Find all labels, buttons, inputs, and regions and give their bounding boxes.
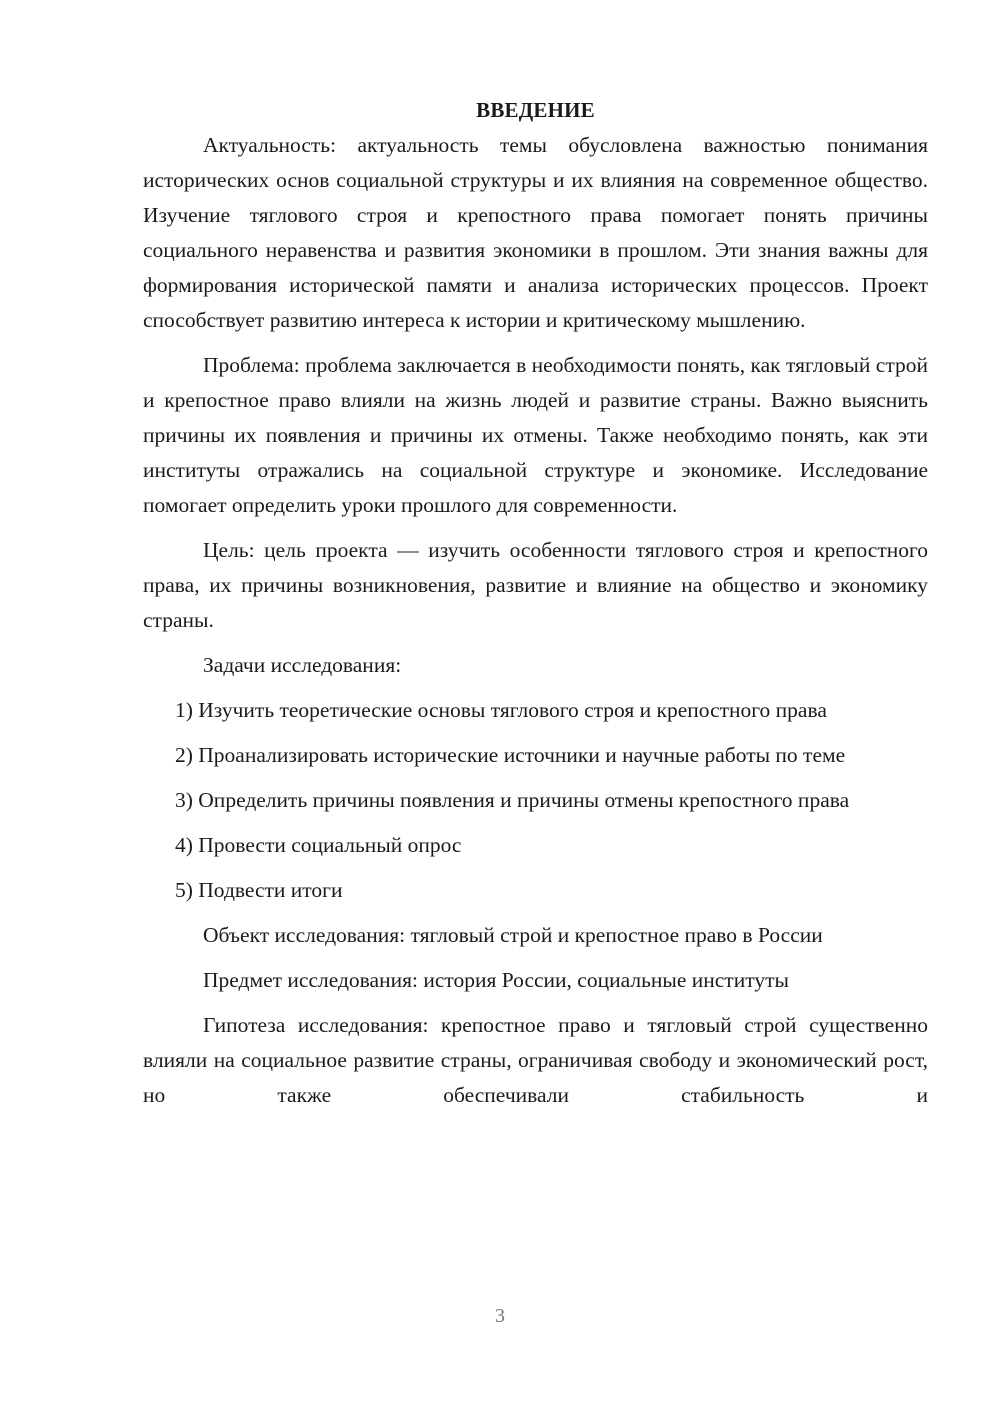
section-title: ВВЕДЕНИЕ [476,98,595,122]
task-item: 3) Определить причины появления и причины отмены крепостного права [175,788,850,812]
task-item: 1) Изучить теоретические основы тяглового строя и крепостного права [175,698,827,722]
task-item: 2) Проанализировать исторические источники и научные работы по теме [175,743,846,767]
page-content [143,95,928,1113]
problem-paragraph: Проблема: проблема заключается в необходимости понять, как тягловый строй и крепостное право влияли на жизнь людей и развитие страны. Важно выяснить причины их появления и причины их отмены. Также необходимо понять, как эти институты отражались на социальной структуре и экономике. Исследование помогает определить уроки прошлого для современности. [143,353,928,517]
tasks-heading: Задачи исследования: [203,653,402,677]
hypothesis-paragraph: Гипотеза исследования: крепостное право и тягловый строй существенно влияли на социальное развитие страны, ограничивая свободу и экономический рост, но также обеспечивали стабильность и [143,1013,928,1107]
subject-paragraph: Предмет исследования: история России, социальные институты [203,968,789,992]
tasks-list [143,693,928,908]
task-item: 5) Подвести итоги [175,878,343,902]
task-item: 4) Провести социальный опрос [175,833,462,857]
goal-paragraph: Цель: цель проекта — изучить особенности тяглового строя и крепостного права, их причины возникновения, развитие и влияние на общество и экономику страны. [143,538,928,632]
object-paragraph: Объект исследования: тягловый строй и крепостное право в России [203,923,823,947]
relevance-paragraph: Актуальность: актуальность темы обусловлена важностью понимания исторических основ социальной структуры и их влияния на современное общество. Изучение тяглового строя и крепостного права помогает понять причины социального неравенства и развития экономики в прошлом. Эти знания важны для формирования исторической памяти и анализа исторических процессов. Проект способствует развитию интереса к истории и критическому мышлению. [143,133,928,332]
page-number: 3 [495,1305,505,1327]
